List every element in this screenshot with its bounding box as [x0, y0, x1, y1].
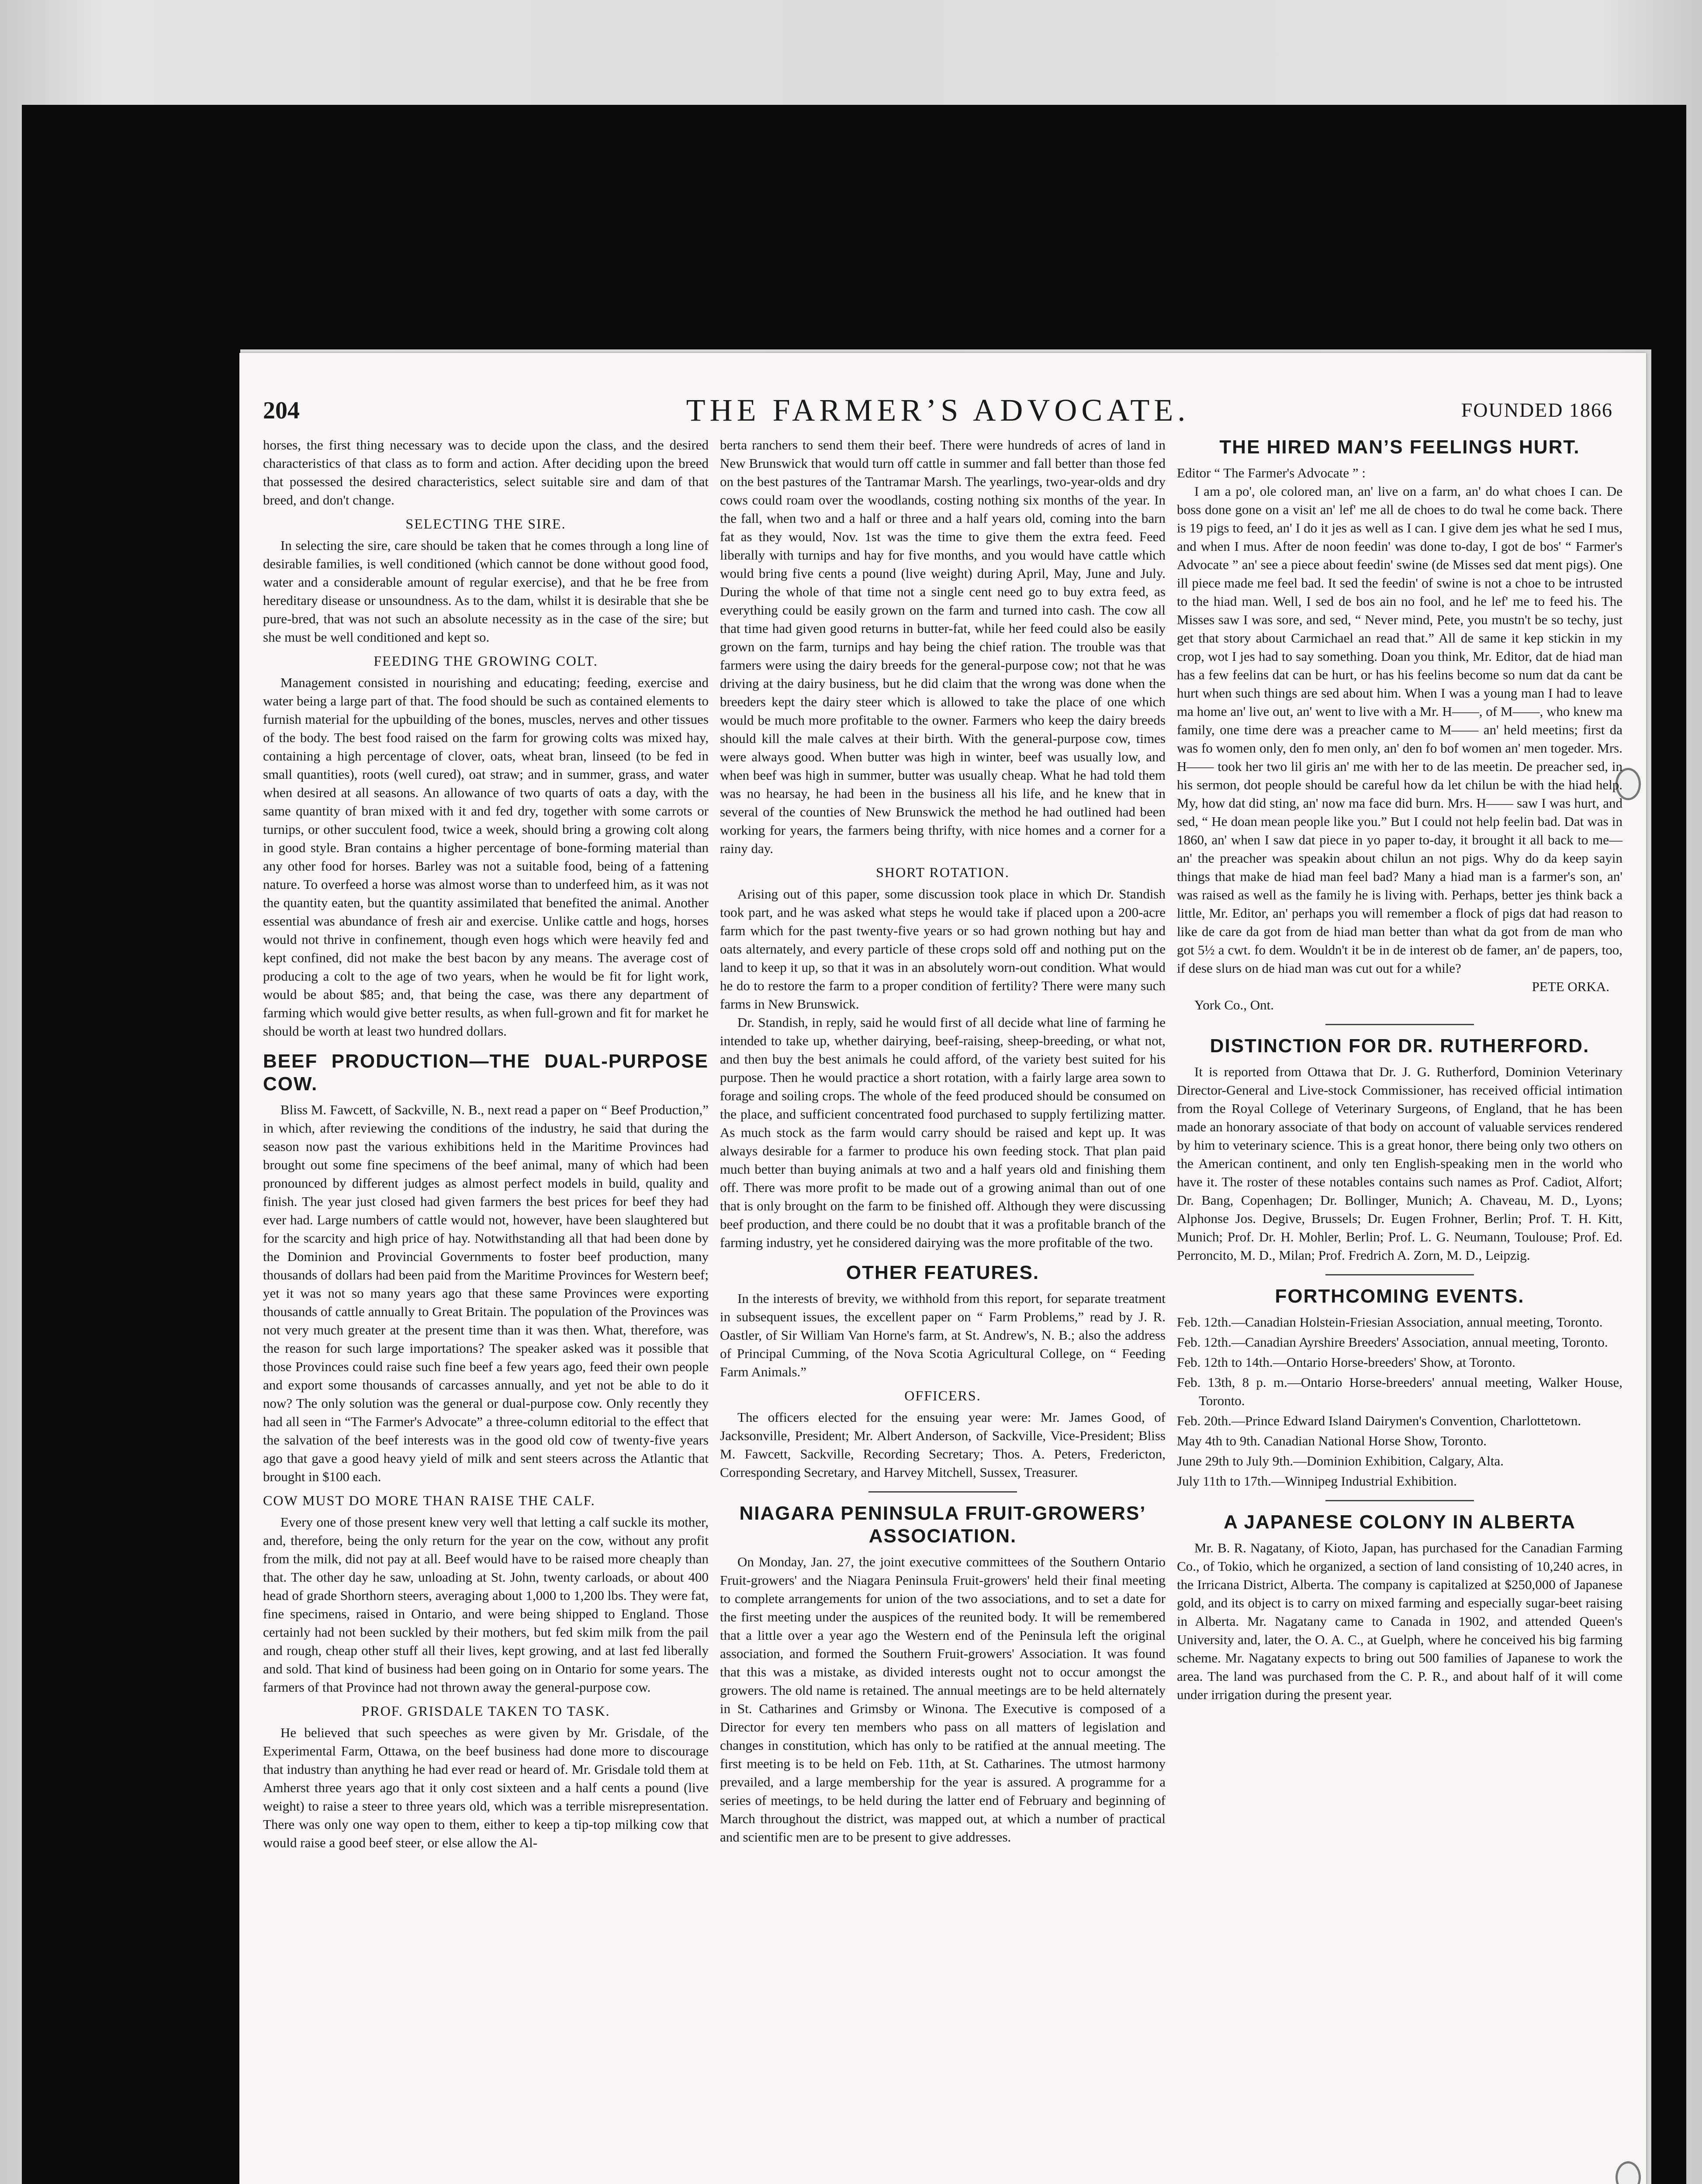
subheading: PROF. GRISDALE TAKEN TO TASK.	[361, 1703, 610, 1719]
article-text: The officers elected for the ensuing year were: Mr. James Good, of Jacksonville, President; Mr. Albert Anderson, of Sackville, Vice-President; Bliss M. Fawcett, Sackville, Recording Secretary; Thos. A. Peters, Fredericton, Corresponding Secretary, and Harvey Mitchell, Sussex, Treasurer.	[720, 1410, 1166, 1480]
article-text: Dr. Standish, in reply, said he would first of all decide what line of farming he intended to take up, whether dairying, beef-raising, sheep-breeding, or what not, and then buy the best animals he could afford, of the variety best suited for his purpose. Then he would practice a short rotation, with a fairly large area sown to forage and soiling crops. The whole of the feed produced should be consumed on the place, and sufficient concentrated food purchased to supply fertilizing matter. As much stock as the farm would carry should be raised and kept up. It was always desirable for a farmer to produce his own feeding stock. That plan paid much better than buying animals at two and a half years old and finishing them off. There was more profit to be made out of a growing animal than out of one that is only brought on the farm to be finished off. Although they were discussing beef production, and there could be no doubt that it was a profitable branch of the farming industry, yet he considered dairying was the more profitable of the two.	[720, 1015, 1166, 1250]
masthead-title: THE FARMER’S ADVOCATE.	[686, 393, 1190, 428]
subheading: SELECTING THE SIRE.	[405, 516, 566, 532]
subheading: OFFICERS.	[904, 1388, 981, 1403]
article-text: Every one of those present knew very well that letting a calf suckle its mother, and, therefore, being the only return for the year on the cow, without any profit from the milk, did not pay at all. Beef would have to be raised more cheaply than that. The other day he saw, unloading at St. John, twenty carloads, or about 400 head of grade Shorthorn steers, averaging about 1,000 to 1,200 lbs. They were fat, fine specimens, raised in Ontario, and were being shipped to England. Those certainly had not been suckled by their mothers, but fed skim milk from the pail and rough, cheap other stuff all their lives, kept growing, and at last fed liberally and sold. That kind of business had been going on in Ontario for some years. The farmers of that Province had not thrown away the general-purpose cow.	[263, 1514, 709, 1695]
article-text: Management consisted in nourishing and educating; feeding, exercise and water being a large part of that. The food should be such as contained elements to furnish material for the upbuilding of the bones, muscles, nerves and other tissues of the body. The best food raised on the farm for growing colts was mixed hay, containing a high percentage of clover, oats, wheat bran, linseed (to be fed in small quantities), roots (well cured), oat straw; and in summer, grass, and water when desired at all seasons. An allowance of two quarts of oats a day, with the same quantity of bran mixed with it and fed dry, together with some carrots or turnips, or other succulent food, twice a week, should bring a growing colt along in good style. Bran contains a higher percentage of bone-forming material than any other food for horses. Barley was not a suitable food, being of a fattening nature. To overfeed a horse was almost worse than to underfeed him, as it was not the quantity eaten, but the quantity assimilated that benefited the animal. Another essential was abundance of fresh air and exercise. Unlike cattle and hogs, horses would not thrive in confinement, though even hogs which were heavily fed and kept confined, did not make the best bacon by any means. The average cost of producing a colt to the age of two years, when he would be fit for light work, would be about $85; and, that being the case, was there any department of farming which would give better results, as when full-grown and fit for market he should be worth at least two hundred dollars.	[263, 675, 709, 1039]
film-border-right	[1651, 105, 1686, 2184]
list-item: Feb. 13th, 8 p. m.—Ontario Horse-breeders' annual meeting, Walker House, Toronto.	[1177, 1375, 1622, 1408]
letter-salutation: Editor “ The Farmer's Advocate ” :	[1177, 465, 1366, 480]
founded-label: FOUNDED 1866	[1461, 399, 1613, 421]
article-text: Arising out of this paper, some discussion took place in which Dr. Standish took part, and he was asked what steps he would take if placed upon a 200-acre farm which for the past twenty-five years or so had grown nothing but hay and oats alternately, and every particle of these crops sold off and nothing put on the land to keep it up, so that it was in an absolutely worn-out condition. What would he do to restore the farm to a proper condition of fertility? There were many such farms in New Brunswick.	[720, 886, 1166, 1012]
article-text: On Monday, Jan. 27, the joint executive committees of the Southern Ontario Fruit-growers' and the Niagara Peninsula Fruit-growers' held their final meeting to complete arrangements for union of the two associations, and to set a date for the first meeting under the auspices of the reunited body. It will be remembered that a little over a year ago the Western end of the Peninsula left the original association, and formed the Southern Fruit-growers' Association. It was found that this was a mistake, as divided interests ought not to occur amongst the growers. The old name is retained. The annual meetings are to be held alternately in St. Catharines and Grimsby or Winona. The Executive is composed of a Director for every ten members who pass on all matters of legislation and changes in constitution, which has only to be ratified at the annual meeting. The first meeting is to be held on Feb. 11th, at St. Catharines. The utmost harmony prevailed, and a large membership for the year is assured. A programme for a series of meetings, to be held during the latter end of February and beginning of March throughout the district, was mapped out, at which a number of practical and scientific men are to be present to give addresses.	[720, 1554, 1166, 1845]
divider	[1325, 1024, 1474, 1025]
list-item: Feb. 20th.—Prince Edward Island Dairymen's Convention, Charlottetown.	[1177, 1413, 1581, 1428]
list-item: June 29th to July 9th.—Dominion Exhibition, Calgary, Alta.	[1177, 1453, 1504, 1469]
letter-signature: PETE ORKA.	[1532, 979, 1609, 994]
subheading: COW MUST DO MORE THAN RAISE THE CALF.	[263, 1493, 595, 1508]
letter-location: York Co., Ont.	[1194, 997, 1274, 1013]
article-text: In selecting the sire, care should be taken that he comes through a long line of desirable families, is well conditioned (which cannot be done without good food, water and a considerable amount of regular exercise), and that he be free from hereditary disease or unsoundness. As to the dam, whilst it is desirable that she be pure-bred, that was not such an absolute necessity as in the case of the sire; but she must be well conditioned and kept so.	[263, 538, 709, 645]
list-item: July 11th to 17th.—Winnipeg Industrial Exhibition.	[1177, 1473, 1457, 1489]
article-headline: OTHER FEATURES.	[846, 1262, 1040, 1283]
article-headline: NIAGARA PENINSULA FRUIT-GROWERS’ ASSOCIATION.	[739, 1503, 1146, 1547]
divider	[1325, 1274, 1474, 1275]
binding-hole	[1616, 2161, 1641, 2184]
article-headline: BEEF PRODUCTION—THE DUAL-PURPOSE COW.	[263, 1051, 709, 1095]
article-text: He believed that such speeches as were given by Mr. Grisdale, of the Experimental Farm, Ottawa, on the beef business had done more to discourage that industry than anything he had ever read or heard of. Mr. Grisdale told them at Amherst three years ago that it only cost sixteen and a half cents a pound (live weight) to raise a steer to three years old, which was a terrible misrepresentation. There was only one way open to them, either to keep a tip-top milking cow that would raise a good beef steer, or else allow the Al-	[263, 1725, 709, 1850]
subheading: SHORT ROTATION.	[876, 864, 1010, 880]
events-list	[1177, 1313, 1622, 1490]
list-item: Feb. 12th.—Canadian Holstein-Friesian Association, annual meeting, Toronto.	[1177, 1314, 1603, 1330]
article-text: It is reported from Ottawa that Dr. J. G. Rutherford, Dominion Veterinary Director-General and Live-stock Commissioner, has received official intimation from the Royal College of Veterinary Surgeons, of England, that he has been made an honorary associate of that body on account of valuable services rendered by him to veterinary science. This is a great honor, there being only two others on the American continent, and only ten English-speaking men in the world who have it. The roster of these notables contains such names as Prof. Cadiot, Alfort; Dr. Bang, Copenhagen; Dr. Bollinger, Munich; A. Chaveau, M. D., Lyons; Alphonse Jos. Degive, Brussels; Dr. Eugen Frohner, Berlin; Prof. T. H. Kitt, Munich; Prof. Dr. H. Mohler, Berlin; Prof. L. G. Neumann, Toulouse; Prof. Ed. Perroncito, M. D., Milan; Prof. Fredrich A. Zorn, M. D., Leipzig.	[1177, 1064, 1622, 1263]
list-item: Feb. 12th to 14th.—Ontario Horse-breeders' Show, at Toronto.	[1177, 1355, 1515, 1370]
article-headline: FORTHCOMING EVENTS.	[1275, 1286, 1525, 1307]
article-text: I am a po', ole colored man, an' live on a farm, an' do what choes I can. De boss done gone on a visit an' lef' me all de choes to do twal he come back. There is 19 pigs to feed, an' I do it jes as well as I can. I give dem jes what he sed I mus, and when I mus. After de noon feedin' was done to-day, I got de bos' “ Farmer's Advocate ” an' see a piece about feedin' swine (de Misses sed dat ment pigs). One ill piece made me feel bad. It sed the feedin' of swine is not a choe to be intrusted to the hiad man. Well, I sed de bos ain no fool, and he lef' me to feed his. The Misses saw I was sore, and sed, “ Never mind, Pete, you mustn't be so techy, just get that story about Carmichael an read that.” All de same it kep stickin in my crop, wot I jes had to say something. Doan you think, Mr. Editor, dat de hiad man has a few feelins dat can be hurt, or has his feelins become so num dat da cant be hurt when such things are sed about him. When I was a young man I had to leave ma home an' live out, an' went to live with a Mr. H——, of M——, who knew ma family, one time dere was a preacher came to M—— an' held meetins; first da was fo women only, den fo men only, an' den fo bof women an' men togeder. Mrs. H—— took her two lil giris an' me with her to de las meetin. De preacher sed, in his sermon, dot people should be careful how da let chilun be with the hiad help. My, how dat did sting, an' now ma face did burn. Mrs. H—— saw I was hurt, and sed, “ He doan mean people like you.” But I could not help feelin bad. Dat was in 1860, an' when I saw dat piece in yo paper to-day, it brought it all back to me—an' the preacher was speakin about chilun an not pigs. Why do da keep sayin things that make de hiad man feel bad? Many a hiad man is a farmer's son, an' was raised as well as the family he is living with. Perhaps, better jes think back a little, Mr. Editor, an' perhaps you will remember a flock of pigs dat had reason to like de care da got from de hiad man better than what da got from de man who got 5½ a cwt. fo dem. Wouldn't it be in de interest ob de famer, an' de papers, too, if dese slurs on de hiad man was cut out for a while?	[1177, 484, 1622, 976]
column-2	[720, 436, 1166, 1846]
column-3	[1177, 436, 1622, 1704]
article-text: In the interests of brevity, we withhold from this report, for separate treatment in subsequent issues, the excellent paper on “ Farm Problems,” read by J. R. Oastler, of Sir William Van Horne's farm, at St. Andrew's, N. B.; also the address of Principal Cumming, of the Nova Scotia Agricultural College, on “ Feeding Farm Animals.”	[720, 1291, 1166, 1379]
subheading: FEEDING THE GROWING COLT.	[374, 653, 598, 669]
list-item: Feb. 12th.—Canadian Ayrshire Breeders' Association, annual meeting, Toronto.	[1177, 1334, 1608, 1350]
running-head	[263, 392, 1613, 432]
article-headline: A JAPANESE COLONY IN ALBERTA	[1224, 1511, 1576, 1533]
newspaper-page	[239, 353, 1646, 2184]
article-text: berta ranchers to send them their beef. There were hundreds of acres of land in New Brunswick that would turn off cattle in summer and fall better than those fed on the best pastures of the Tantramar Marsh. The yearlings, two-year-olds and dry cows could roam over the woodlands, costing nothing six months of the year. In the fall, when two and a half or three and a half years old, coming into the barn fat as they would, Nov. 1st was the time to give them the extra feed. Feed liberally with turnips and hay for five months, and you would have cattle which would bring five cents a pound (live weight) during April, May, June and July. During the whole of that time not a single cent need go to buy extra feed, as everything could be easily grown on the farm and turned into cash. The cow all that time had given good returns in butter-fat, while her feed could also be easily grown on the farm, turnips and hay being the chief ration. The trouble was that farmers were using the dairy breeds for the general-purpose cow; not that he was driving at the dairy business, but he did claim that the wrong was done when the breeders kept the dairy steer which is allowed to take the place of one which would be much more profitable to the owner. Farmers who keep the dairy breeds should kill the male calves at their birth. With the general-purpose cow, times were always good. When butter was high in winter, beef was usually low, and when beef was high in summer, butter was usually cheap. What he had told them was no hearsay, he had been in the business all his life, and he knew that in several of the counties of New Brunswick the method he had outlined had been working for years, the farmers being thrifty, with nice homes and a corner for a rainy day.	[720, 437, 1166, 856]
article-text: Bliss M. Fawcett, of Sackville, N. B., next read a paper on “ Beef Production,” in which, after reviewing the conditions of the industry, he said that during the season now past the various exhibitions held in the Maritime Provinces had brought out some fine specimens of the beef animal, many of which had been pronounced by different judges as almost perfect models in build, quality and finish. The year just closed had given farmers the best prices for beef they had ever had. Large numbers of cattle would not, however, have been slaughtered but for the scarcity and high price of hay. Notwithstanding all that had been done by the Dominion and Provincial Governments to foster beef production, many thousands of dollars had been paid from the Maritime Provinces for Western beef; yet it was not so many years ago that these same Provinces were exporting thousands of cattle annually to Great Britain. The population of the Provinces was not very much greater at the present time than it was then. What, therefore, was the reason for such large importations? The speaker asked was it possible that those Provinces could raise such fine beef a few years ago, feed their own people and export some thousands of carcasses annually, and yet not be able to do it now? The only solution was the general or dual-purpose cow. Only recently they had all seen in “The Farmer's Advocate” a three-column editorial to the effect that the salvation of the beef interests was in the good old cow of twenty-five years ago that gave a good heavy yield of milk and sent steers across the Atlantic that brought in $100 each.	[263, 1102, 709, 1484]
film-border-top	[22, 105, 1678, 349]
article-text: Mr. B. R. Nagatany, of Kioto, Japan, has purchased for the Canadian Farming Co., of Tokio, which he organized, a section of land consisting of 10,240 acres, in the Irricana District, Alberta. The company is capitalized at $250,000 of Japanese gold, and its object is to carry on mixed farming and especially sugar-beet raising in Alberta. Mr. Nagatany came to Canada in 1902, and attended Queen's University and, later, the O. A. C., at Guelph, where he conceived his big farming scheme. Mr. Nagatany expects to bring out 500 families of Japanese to work the area. The land was purchased from the C. P. R., and about half of it will come under irrigation during the present year.	[1177, 1540, 1622, 1702]
article-headline: THE HIRED MAN’S FEELINGS HURT.	[1219, 436, 1580, 458]
article-headline: DISTINCTION FOR DR. RUTHERFORD.	[1210, 1035, 1590, 1057]
film-border-left	[22, 105, 240, 2184]
divider	[1325, 1500, 1474, 1501]
article-text: horses, the first thing necessary was to decide upon the class, and the desired characteristics of that class as to form and action. After deciding upon the breed that possessed the desired characteristics, select suitable sire and dam of that breed, and don't change.	[263, 437, 709, 508]
column-1	[263, 436, 709, 1852]
list-item: May 4th to 9th. Canadian National Horse Show, Toronto.	[1177, 1433, 1487, 1448]
divider	[868, 1491, 1017, 1493]
page-number: 204	[263, 397, 300, 424]
